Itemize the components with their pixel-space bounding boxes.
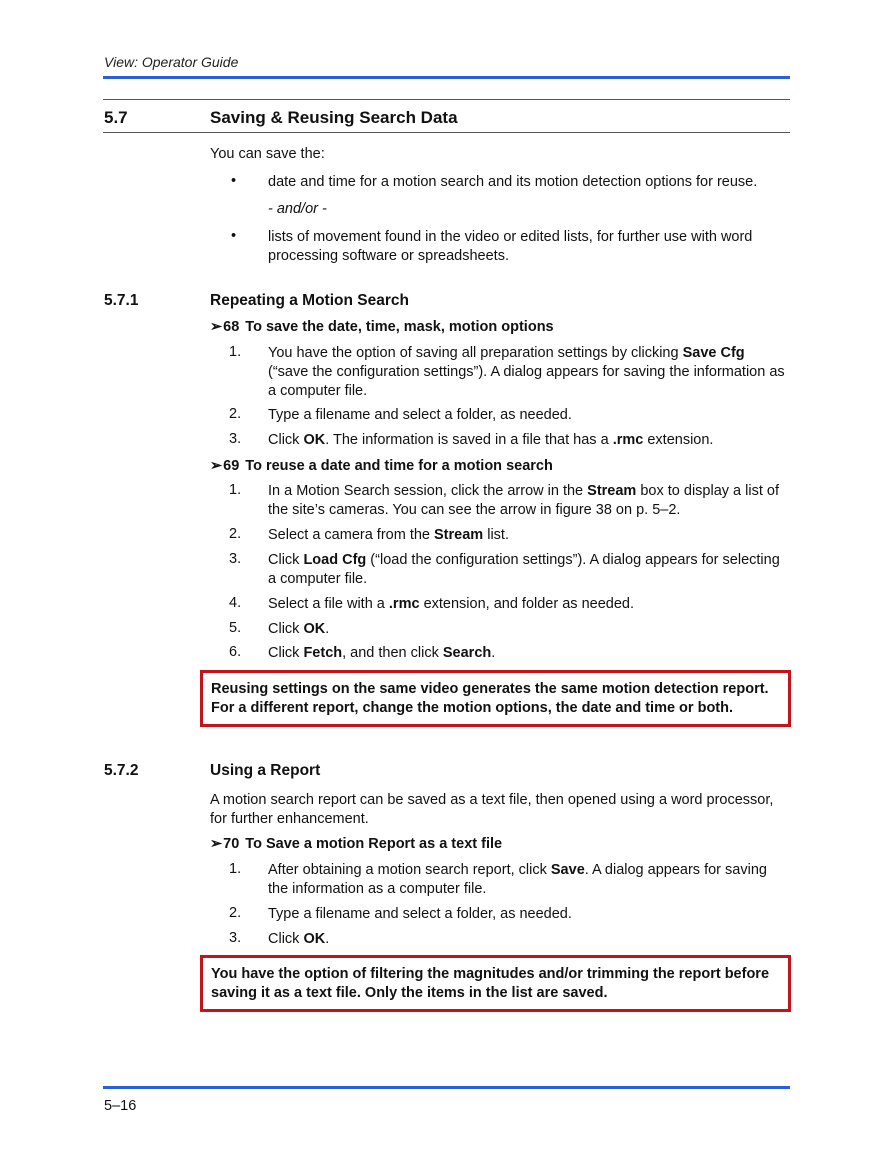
step-text: Click OK. [268,621,330,637]
step-text: Select a file with a .rmc extension, and folder as needed. [268,596,634,612]
step-number: 4. [229,595,242,611]
step-number: 1. [229,861,242,877]
section-title: Saving & Reusing Search Data [210,108,458,127]
step-text: Type a filename and select a folder, as needed. [268,906,572,922]
step-number: 1. [229,344,242,360]
subsection-title: Repeating a Motion Search [210,292,409,309]
step-text: After obtaining a motion search report, click Save. A dialog appears for saving the information as a computer file. [268,862,767,897]
arrow-icon: ➢ [210,458,223,474]
step-number: 2. [229,526,242,542]
step-number: 6. [229,644,242,660]
step-text: Type a filename and select a folder, as needed. [268,407,572,423]
section-number: 5.7 [104,108,128,127]
arrow-icon: ➢ [210,319,223,335]
step-text: Click OK. [268,931,330,947]
step-number: 2. [229,406,242,422]
section-top-rule [103,99,790,100]
intro-bullet-2: lists of movement found in the video or edited lists, for further use with word processing software or spreadsheets. [268,229,753,264]
procedure-heading-68: ➢68 To save the date, time, mask, motion options [210,319,554,335]
subsection-number: 5.7.2 [104,762,139,779]
subsection-number: 5.7.1 [104,292,139,309]
intro-bullet-1: date and time for a motion search and its motion detection options for reuse. [268,174,758,190]
step-number: 3. [229,551,242,567]
procedure-heading-69: ➢69 To reuse a date and time for a motion search [210,458,553,474]
note-box: Reusing settings on the same video generates the same motion detection report. For a different report, change the motion options, the date and time or both. [200,670,791,727]
report-lead: A motion search report can be saved as a text file, then opened using a word processor, for further enhancement. [210,792,774,827]
step-text: In a Motion Search session, click the arrow in the Stream box to display a list of the site’s cameras. You can see the arrow in figure 38 on p. 5–2. [268,483,779,518]
step-number: 5. [229,620,242,636]
arrow-icon: ➢ [210,836,223,852]
footer-rule [103,1086,790,1089]
step-number: 3. [229,431,242,447]
step-text: Click Fetch, and then click Search. [268,645,496,661]
and-or-separator: - and/or - [268,201,327,217]
bullet-glyph: • [231,173,237,189]
intro-lead: You can save the: [210,146,325,162]
step-text: Select a camera from the Stream list. [268,527,509,543]
step-number: 1. [229,482,242,498]
step-number: 2. [229,905,242,921]
running-header: View: Operator Guide [104,54,239,70]
step-text: You have the option of saving all preparation settings by clicking Save Cfg (“save the configuration settings”). A dialog appears for saving the information as a computer file. [268,345,785,399]
header-rule [103,76,790,79]
procedure-heading-70: ➢70 To Save a motion Report as a text file [210,836,503,852]
section-bottom-rule [103,132,790,133]
page-number: 5–16 [104,1098,137,1114]
step-text: Click OK. The information is saved in a file that has a .rmc extension. [268,432,714,448]
bullet-glyph: • [231,228,237,244]
subsection-title: Using a Report [210,762,321,779]
step-text: Click Load Cfg (“load the configuration settings”). A dialog appears for selecting a computer file. [268,552,780,587]
note-box: You have the option of filtering the magnitudes and/or trimming the report before saving it as a text file. Only the items in the list are saved. [200,955,791,1012]
step-number: 3. [229,930,242,946]
